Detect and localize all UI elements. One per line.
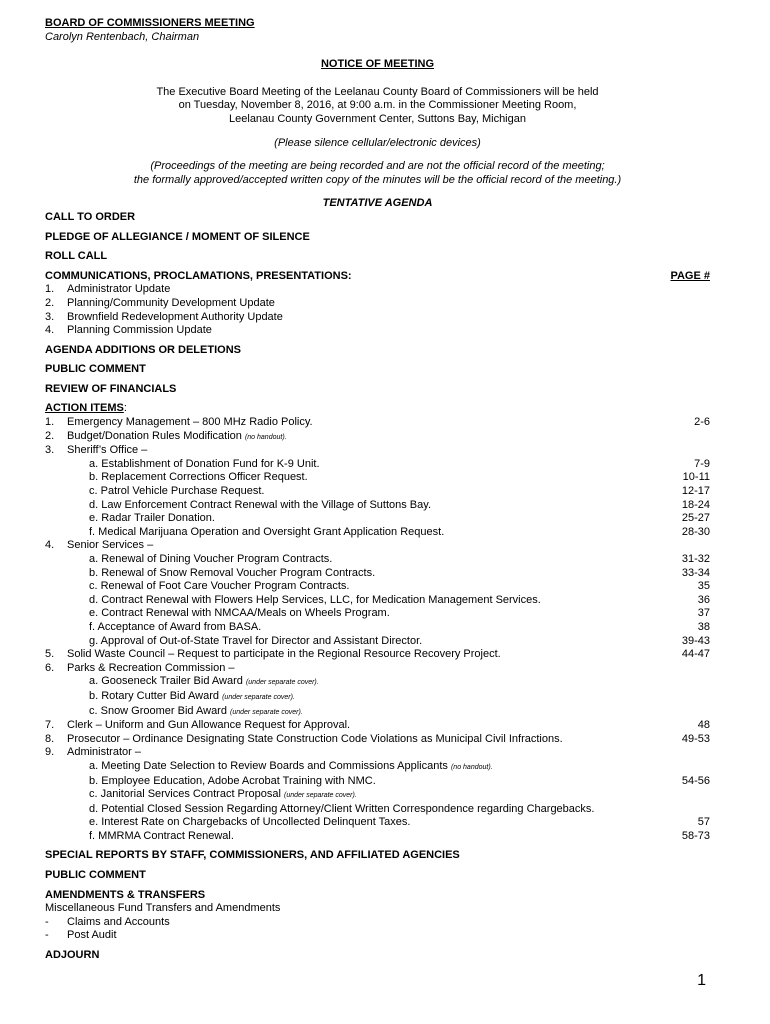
item-text: Post Audit xyxy=(67,929,117,942)
transfers-list xyxy=(45,916,710,943)
item-text: Planning Commission Update xyxy=(67,324,212,337)
action-subitem xyxy=(45,567,710,581)
intro-line-3: Leelanau County Government Center, Suttons Bay, Michigan xyxy=(229,112,526,125)
item-page-range: 58-73 xyxy=(681,829,710,842)
action-item xyxy=(45,416,710,430)
communications-header-row xyxy=(45,270,710,284)
page-number-column-heading: PAGE # xyxy=(670,269,710,282)
financials-heading: REVIEW OF FINANCIALS xyxy=(45,382,177,395)
item-page-range: 49-53 xyxy=(681,732,710,745)
item-text xyxy=(67,690,650,705)
intro-line-1: The Executive Board Meeting of the Leelanau County Board of Commissioners will be held xyxy=(156,85,599,98)
item-label: e. Contract Renewal with NMCAA/Meals on Wheels Program. xyxy=(89,607,390,620)
item-text xyxy=(67,430,650,445)
item-label: Budget/Donation Rules Modification xyxy=(67,429,242,442)
item-text xyxy=(67,788,650,803)
item-label: g. Approval of Out-of-State Travel for Director and Assistant Director. xyxy=(89,634,423,647)
action-subitem xyxy=(45,690,710,705)
intro-line-2: on Tuesday, November 8, 2016, at 9:00 a.m. in the Commissioner Meeting Room, xyxy=(178,99,577,112)
item-dash: - xyxy=(45,915,49,928)
action-items-list xyxy=(45,416,710,843)
item-number: 3. xyxy=(45,444,55,457)
item-text xyxy=(67,719,650,733)
item-text xyxy=(67,803,650,817)
item-label: Parks & Recreation Commission – xyxy=(67,661,235,674)
item-number: 1. xyxy=(45,283,55,296)
action-item xyxy=(45,662,710,676)
item-label: f. MMRMA Contract Renewal. xyxy=(89,829,234,842)
item-label: a. Renewal of Dining Voucher Program Contracts. xyxy=(89,553,333,565)
item-text xyxy=(67,526,650,540)
item-page-range: 18-24 xyxy=(681,498,710,511)
item-text xyxy=(67,485,650,499)
item-text: Claims and Accounts xyxy=(67,915,170,928)
item-page-range: 12-17 xyxy=(681,485,710,498)
action-subitem xyxy=(45,499,710,513)
communications-item xyxy=(45,324,710,338)
action-item xyxy=(45,648,710,662)
item-number: 4. xyxy=(45,324,55,337)
action-subitem xyxy=(45,580,710,594)
item-label: c. Snow Groomer Bid Award xyxy=(89,704,227,717)
item-page-range: 38 xyxy=(697,620,710,633)
item-page-range: 10-11 xyxy=(682,471,710,484)
item-number: 2. xyxy=(45,429,55,442)
item-note: (under separate cover). xyxy=(245,679,319,687)
item-label: b. Renewal of Snow Removal Voucher Program Contracts. xyxy=(89,566,376,579)
action-subitem xyxy=(45,512,710,526)
item-label: Administrator – xyxy=(67,746,141,759)
item-label: e. Interest Rate on Chargebacks of Uncollected Delinquent Taxes. xyxy=(89,816,411,829)
item-page-range: 39-43 xyxy=(681,634,710,647)
call-to-order: CALL TO ORDER xyxy=(45,210,136,223)
action-subitem xyxy=(45,458,710,472)
action-subitem xyxy=(45,635,710,649)
item-label: d. Law Enforcement Contract Renewal with the Village of Suttons Bay. xyxy=(89,498,431,511)
communications-heading: COMMUNICATIONS, PROCLAMATIONS, PRESENTATIONS: xyxy=(45,269,352,282)
item-text xyxy=(67,775,650,789)
item-label: b. Replacement Corrections Officer Request. xyxy=(89,471,308,484)
item-text xyxy=(67,539,650,553)
chairman-line: Carolyn Rentenbach, Chairman xyxy=(45,30,200,43)
adjourn-heading: ADJOURN xyxy=(45,949,100,962)
action-subitem xyxy=(45,775,710,789)
item-number: 3. xyxy=(45,310,55,323)
item-text xyxy=(67,471,650,485)
item-label: a. Establishment of Donation Fund for K-9 Unit. xyxy=(89,457,320,470)
communications-item xyxy=(45,297,710,311)
item-page-range: 57 xyxy=(697,816,710,829)
item-label: b. Employee Education, Adobe Acrobat Training with NMC. xyxy=(89,774,376,787)
item-text xyxy=(67,580,650,594)
action-items-heading: ACTION ITEMS xyxy=(45,402,124,415)
item-page-range: 31-32 xyxy=(681,553,710,565)
tentative-agenda-heading: TENTATIVE AGENDA xyxy=(322,197,433,210)
item-page-range: 54-56 xyxy=(681,774,710,787)
item-page-range: 44-47 xyxy=(681,648,710,661)
pledge-heading: PLEDGE OF ALLEGIANCE / MOMENT OF SILENCE xyxy=(45,230,310,243)
item-text xyxy=(67,648,650,662)
item-text xyxy=(67,567,650,581)
item-text: Administrator Update xyxy=(67,283,171,296)
public-comment-heading-1: PUBLIC COMMENT xyxy=(45,363,146,376)
item-label: f. Medical Marijuana Operation and Oversight Grant Application Request. xyxy=(89,525,445,538)
item-text xyxy=(67,607,650,621)
item-number: 2. xyxy=(45,296,55,309)
action-items-heading-row: ACTION ITEMS: xyxy=(45,402,127,415)
item-note: (under separate cover). xyxy=(284,792,357,800)
item-page-range: 33-34 xyxy=(681,566,710,579)
item-number: 1. xyxy=(45,416,55,429)
item-number: 9. xyxy=(45,746,55,759)
item-label: Sheriff’s Office – xyxy=(67,444,148,457)
action-item xyxy=(45,733,710,747)
item-number: 7. xyxy=(45,719,55,732)
item-text: Brownfield Redevelopment Authority Update xyxy=(67,310,283,323)
item-text xyxy=(67,830,650,844)
item-label: Senior Services – xyxy=(67,539,154,552)
action-subitem xyxy=(45,705,710,720)
item-text xyxy=(67,553,650,567)
item-text xyxy=(67,458,650,472)
action-item xyxy=(45,746,710,760)
item-label: c. Renewal of Foot Care Voucher Program Contracts. xyxy=(89,580,350,593)
action-subitem xyxy=(45,803,710,817)
item-dash: - xyxy=(45,929,49,942)
item-label: b. Rotary Cutter Bid Award xyxy=(89,689,220,702)
communications-list xyxy=(45,283,710,337)
item-number: 6. xyxy=(45,661,55,674)
item-text xyxy=(67,416,650,430)
item-label: Prosecutor – Ordinance Designating State Construction Code Violations as Municipal Civil Infractions. xyxy=(67,732,563,745)
action-subitem xyxy=(45,788,710,803)
meeting-title: BOARD OF COMMISSIONERS MEETING xyxy=(45,17,255,29)
item-page-range: 48 xyxy=(697,719,710,732)
item-label: Emergency Management – 800 MHz Radio Policy. xyxy=(67,416,313,429)
record-notice-1: (Proceedings of the meeting are being recorded and are not the official record of the meeting; xyxy=(150,160,605,173)
item-page-range: 36 xyxy=(697,593,710,606)
page-number: 1 xyxy=(697,972,706,989)
item-text xyxy=(67,499,650,513)
item-label: Clerk – Uniform and Gun Allowance Request for Approval. xyxy=(67,719,351,732)
item-label: c. Janitorial Services Contract Proposal xyxy=(89,788,281,801)
item-text xyxy=(67,816,650,830)
action-subitem xyxy=(45,621,710,635)
item-text xyxy=(67,594,650,608)
item-page-range: 28-30 xyxy=(681,525,710,538)
item-note: (under separate cover). xyxy=(222,693,295,701)
item-label: d. Potential Closed Session Regarding Attorney/Client Written Correspondence regarding Chargebacks. xyxy=(89,802,595,815)
item-label: a. Meeting Date Selection to Review Boards and Commissions Applicants xyxy=(89,759,448,772)
item-number: 8. xyxy=(45,732,55,745)
communications-item xyxy=(45,311,710,325)
item-text xyxy=(67,675,650,690)
action-subitem xyxy=(45,471,710,485)
action-subitem xyxy=(45,760,710,775)
item-label: e. Radar Trailer Donation. xyxy=(89,512,215,525)
misc-transfers-line: Miscellaneous Fund Transfers and Amendments xyxy=(45,902,281,915)
item-text xyxy=(67,621,650,635)
action-item xyxy=(45,444,710,458)
item-text xyxy=(67,444,650,458)
item-note: (under separate cover). xyxy=(230,708,303,716)
item-label: f. Acceptance of Award from BASA. xyxy=(89,620,262,633)
item-text xyxy=(67,662,650,676)
item-label: c. Patrol Vehicle Purchase Request. xyxy=(89,485,265,498)
communications-item xyxy=(45,283,710,297)
item-text xyxy=(67,512,650,526)
action-subitem xyxy=(45,816,710,830)
action-subitem xyxy=(45,594,710,608)
item-number: 5. xyxy=(45,648,55,661)
roll-call-heading: ROLL CALL xyxy=(45,250,108,263)
item-label: Solid Waste Council – Request to participate in the Regional Resource Recovery Project. xyxy=(67,648,501,661)
action-subitem xyxy=(45,675,710,690)
item-text xyxy=(67,746,650,760)
action-subitem xyxy=(45,830,710,844)
item-text: Planning/Community Development Update xyxy=(67,296,275,309)
item-text xyxy=(67,733,650,747)
item-label: a. Gooseneck Trailer Bid Award xyxy=(89,675,243,688)
item-page-range: 37 xyxy=(697,607,710,620)
action-subitem xyxy=(45,526,710,540)
item-note: (no handout). xyxy=(244,433,287,441)
transfer-item xyxy=(45,916,710,930)
action-item xyxy=(45,430,710,445)
item-note: (no handout). xyxy=(450,763,493,771)
action-subitem xyxy=(45,553,710,567)
item-text xyxy=(67,635,650,649)
public-comment-heading-2: PUBLIC COMMENT xyxy=(45,869,146,882)
action-subitem xyxy=(45,485,710,499)
item-number: 4. xyxy=(45,539,55,552)
item-text xyxy=(67,760,650,775)
item-page-range: 25-27 xyxy=(681,512,710,525)
action-item xyxy=(45,719,710,733)
item-page-range: 2-6 xyxy=(694,416,710,429)
item-label: d. Contract Renewal with Flowers Help Services, LLC, for Medication Management Services. xyxy=(89,593,541,606)
item-page-range: 35 xyxy=(697,580,710,593)
notice-heading: NOTICE OF MEETING xyxy=(320,58,435,71)
agenda-changes-heading: AGENDA ADDITIONS OR DELETIONS xyxy=(45,343,241,356)
agenda-document xyxy=(45,17,710,963)
silence-notice: (Please silence cellular/electronic devices) xyxy=(274,136,481,149)
item-page-range: 7-9 xyxy=(694,457,710,470)
special-reports-heading: SPECIAL REPORTS BY STAFF, COMMISSIONERS, AND AFFILIATED AGENCIES xyxy=(45,849,460,862)
record-notice-2: the formally approved/accepted written copy of the minutes will be the official record of the meeting.) xyxy=(133,173,622,186)
action-item xyxy=(45,539,710,553)
action-subitem xyxy=(45,607,710,621)
transfer-item xyxy=(45,929,710,943)
amendments-heading: AMENDMENTS & TRANSFERS xyxy=(45,888,206,901)
item-text xyxy=(67,705,650,720)
